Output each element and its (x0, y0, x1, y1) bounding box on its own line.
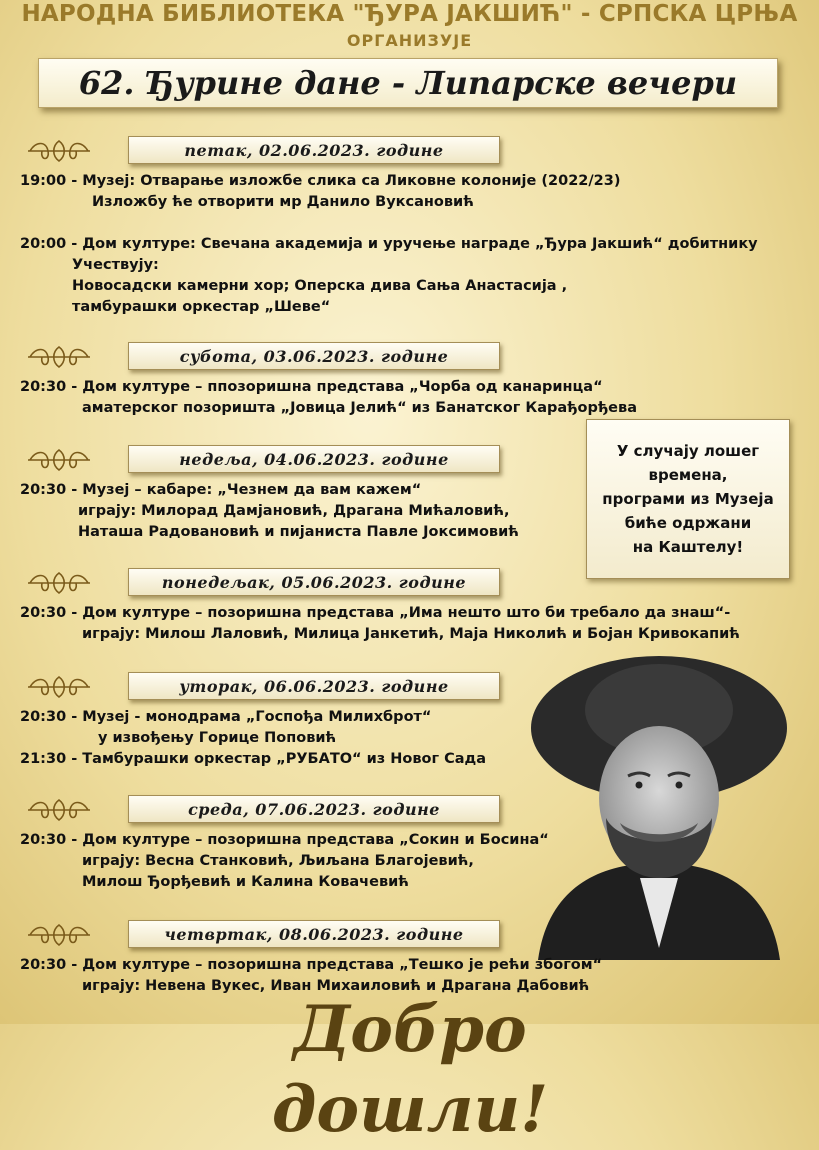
swirl-ornament-icon (26, 447, 92, 473)
event-line: 20:30 - Музеј – кабаре: „Чезнем да вам кажем“ (20, 482, 422, 498)
event-line: играју: Невена Вукес, Иван Михаиловић и Драгана Дабовић (82, 978, 590, 994)
event-line: 20:30 - Дом културе – позоришна представа „Тешко је рећи збогом“ (20, 957, 603, 973)
event-line: 20:30 - Дом културе – ппозоришна представа „Чорба од канаринца“ (20, 379, 603, 395)
event-line: играју: Милош Лаловић, Милица Јанкетић, Маја Николић и Бојан Кривокапић (82, 626, 740, 642)
organizes-label: ОРГАНИЗУЈЕ (346, 31, 473, 50)
event-line: Новосадски камерни хор; Оперска дива Сања Анастасија , (72, 278, 568, 294)
event-line: играју: Милорад Дамјановић, Драгана Мићаловић, (78, 503, 510, 519)
closing-greeting: Добро дошли! (271, 992, 549, 1147)
event-line: 21:30 - Тамбурашки оркестар „РУБАТО“ из Новог Сада (20, 751, 487, 767)
event-line: 20:00 - Дом културе: Свечана академија и уручење награде „Ђура Јакшић“ добитнику (20, 236, 758, 252)
event-line: Наташа Радовановић и пијаниста Павле Јоксимовић (78, 524, 519, 540)
swirl-ornament-icon (26, 138, 92, 164)
day-label-thursday: четвртак, 08.06.2023. године (128, 920, 500, 948)
day-label-tuesday: уторак, 06.06.2023. године (128, 672, 500, 700)
day-label-friday: петак, 02.06.2023. године (128, 136, 500, 164)
event-line: 19:00 - Музеј: Отварање изложбе слика са Ликовне колоније (2022/23) (20, 173, 621, 189)
day-label-wednesday: среда, 07.06.2023. године (128, 795, 500, 823)
swirl-ornament-icon (26, 674, 92, 700)
event-line: у извођењу Горице Поповић (98, 730, 337, 746)
event-line: 20:30 - Музеј - монодрама „Госпођа Милихброт“ (20, 709, 432, 725)
day-label-saturday: субота, 03.06.2023. године (128, 342, 500, 370)
event-line: Изложбу ће отворити мр Данило Вуксановић (92, 194, 474, 210)
swirl-ornament-icon (26, 344, 92, 370)
event-line: тамбурашки оркестар „Шеве“ (72, 299, 331, 315)
event-banner (38, 58, 778, 108)
event-line: аматерског позоришта „Јовица Јелић“ из Банатског Карађорђева (82, 400, 637, 416)
event-line: Учествују: (72, 257, 159, 273)
day-label-sunday: недеља, 04.06.2023. године (128, 445, 500, 473)
library-title: НАРОДНА БИБЛИОТЕКА "ЂУРА ЈАКШИЋ" - СРПСКА ЦРЊА (21, 1, 798, 27)
event-line: Милош Ђорђевић и Калина Ковачевић (82, 874, 409, 890)
day-label-monday: понедељак, 05.06.2023. године (128, 568, 500, 596)
event-line: 20:30 - Дом културе – позоришна представа „Сокин и Босина“ (20, 832, 549, 848)
swirl-ornament-icon (26, 570, 92, 596)
event-line: 20:30 - Дом културе – позоришна представа „Има нешто што би требало да знаш“- (20, 605, 731, 621)
swirl-ornament-icon (26, 797, 92, 823)
portrait-photo (528, 648, 790, 960)
event-title: 62. Ђурине дане - Липарске вечери (78, 64, 738, 102)
event-line: играју: Весна Станковић, Љиљана Благојевић, (82, 853, 474, 869)
swirl-ornament-icon (26, 922, 92, 948)
weather-notice: У случају лошег времена, програми из Музеја биће одржани на Каштелу! (586, 419, 790, 579)
